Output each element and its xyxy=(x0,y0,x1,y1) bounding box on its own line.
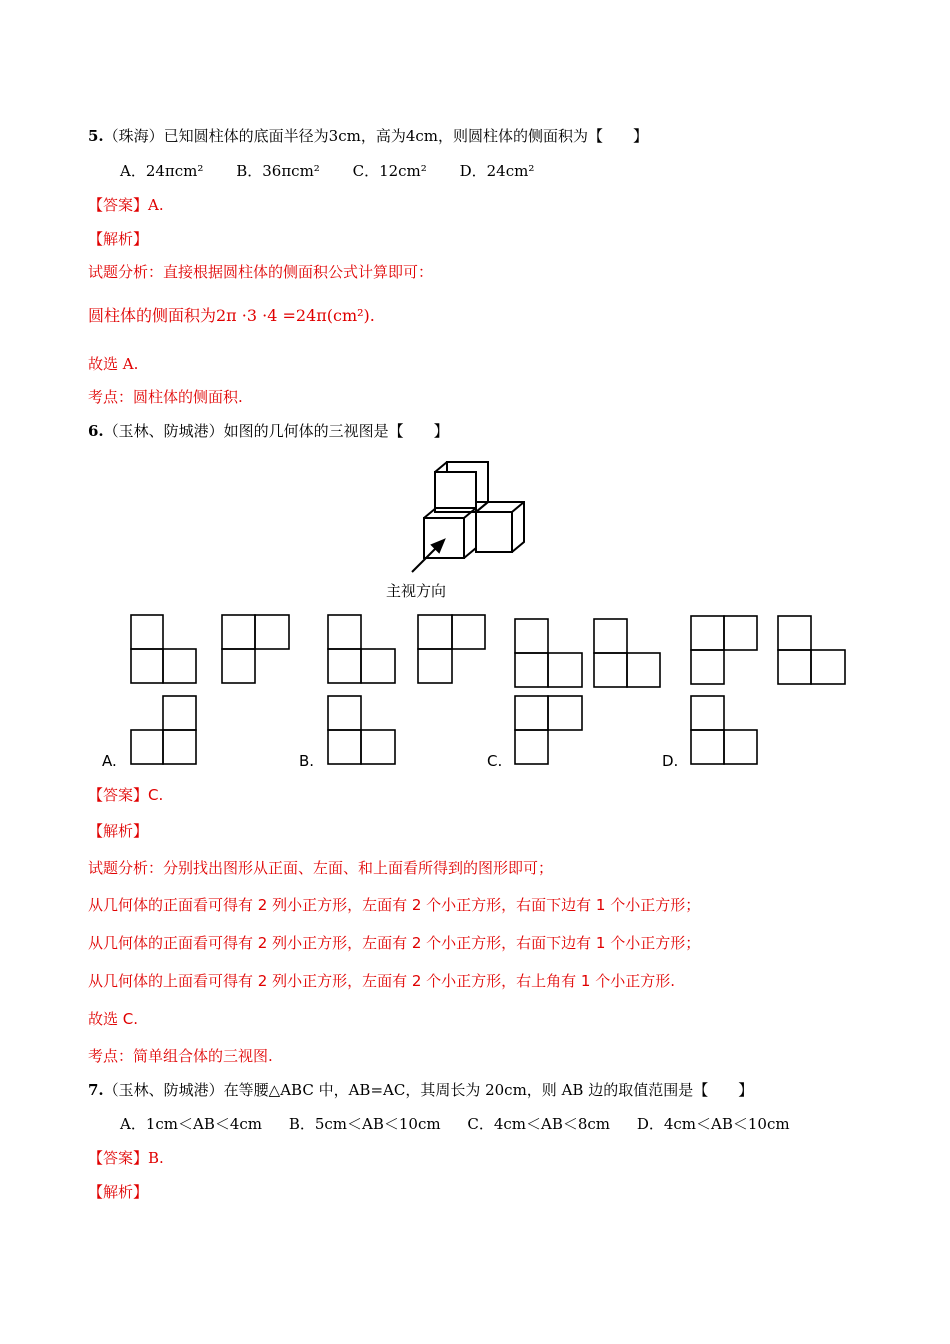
q7-analysis-label: 【解析】 xyxy=(88,1183,149,1201)
q7-option-b: B．5cm＜AB＜10cm xyxy=(288,1115,441,1133)
q5-answer: 【答案】A. xyxy=(88,196,164,214)
q6-answer: 【答案】C. xyxy=(88,786,164,804)
q5-stem xyxy=(88,126,648,146)
q5-text: （珠海）已知圆柱体的底面半径为3cm，高为4cm，则圆柱体的侧面积为【 】 xyxy=(103,127,649,145)
q5-options xyxy=(120,161,562,181)
option-d-views xyxy=(691,616,845,764)
q6-number: 6. xyxy=(88,422,104,440)
q7-option-c: C．4cm＜AB＜8cm xyxy=(467,1115,611,1133)
q7-number: 7. xyxy=(88,1081,104,1099)
q6-stem xyxy=(88,421,449,441)
q5-analysis-1: 试题分析：直接根据圆柱体的侧面积公式计算即可： xyxy=(88,263,434,281)
q6-analysis-label: 【解析】 xyxy=(88,822,149,840)
q6-conclusion: 故选 C. xyxy=(88,1010,139,1028)
q6-point: 考点：简单组合体的三视图. xyxy=(88,1047,273,1065)
q7-answer: 【答案】B. xyxy=(88,1149,164,1167)
q5-option-a: A．24πcm² xyxy=(120,162,204,180)
q5-number: 5. xyxy=(88,127,104,145)
q5-conclusion: 故选 A. xyxy=(88,355,139,373)
option-b-views xyxy=(328,615,485,764)
q6-figure xyxy=(0,450,950,780)
q5-analysis-2: 圆柱体的侧面积为2π ·3 ·4 =24π(cm²). xyxy=(88,306,375,325)
q6-analysis-1: 试题分析：分别找出图形从正面、左面、和上面看所得到的图形即可； xyxy=(88,859,554,877)
q7-option-d: D．4cm＜AB＜10cm xyxy=(636,1115,790,1133)
q5-option-b: B．36πcm² xyxy=(236,162,320,180)
option-a-views xyxy=(131,615,289,764)
q6-analysis-4: 从几何体的上面看可得有 2 列小正方形，左面有 2 个小正方形，右上角有 1 个小正方形. xyxy=(88,972,676,990)
q5-option-d: D．24cm² xyxy=(459,162,535,180)
q7-option-a: A．1cm＜AB＜4cm xyxy=(120,1115,263,1133)
q5-option-c: C．12cm² xyxy=(352,162,427,180)
q6-analysis-2: 从几何体的正面看可得有 2 列小正方形，左面有 2 个小正方形，右面下边有 1 个小正方形； xyxy=(88,896,701,914)
q5-analysis-label: 【解析】 xyxy=(88,230,149,248)
q7-stem xyxy=(88,1080,753,1100)
q6-text: （玉林、防城港）如图的几何体的三视图是【 】 xyxy=(103,422,449,440)
option-d-label: D. xyxy=(662,752,679,770)
option-c-label: C. xyxy=(487,752,503,770)
option-b-label: B. xyxy=(299,752,315,770)
figure-label: 主视方向 xyxy=(386,582,447,600)
option-a-label: A. xyxy=(102,752,117,770)
option-c-views xyxy=(515,619,660,764)
q7-options xyxy=(120,1114,790,1134)
q6-analysis-3: 从几何体的正面看可得有 2 列小正方形，左面有 2 个小正方形，右面下边有 1 个小正方形； xyxy=(88,934,701,952)
q7-text: （玉林、防城港）在等腰△ABC 中，AB=AC，其周长为 20cm，则 AB 边的取值范围是【 】 xyxy=(103,1081,754,1099)
q5-point: 考点：圆柱体的侧面积. xyxy=(88,388,243,406)
